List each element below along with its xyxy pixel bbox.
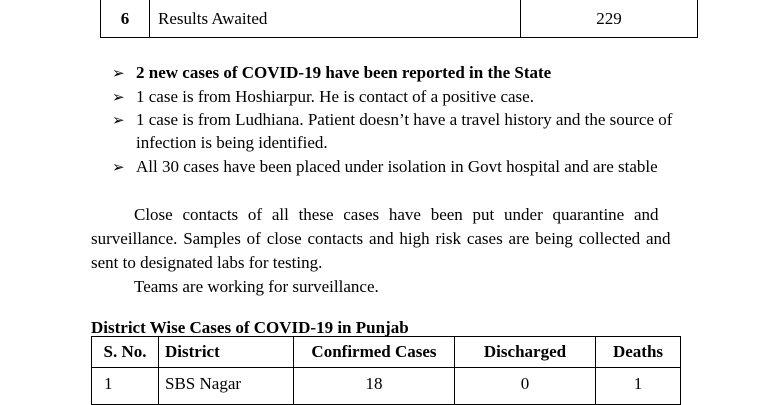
bullet-item-continuation: infection is being identified. xyxy=(136,133,328,152)
arrow-bullet-icon: ➢ xyxy=(112,90,125,106)
cell-confirmed: 18 xyxy=(294,368,455,405)
column-header-deaths: Deaths xyxy=(596,337,681,368)
column-header-sno: S. No. xyxy=(92,337,159,368)
row-label: Results Awaited xyxy=(150,0,521,38)
row-sno: 6 xyxy=(101,0,150,38)
paragraph-line: sent to designated labs for testing. xyxy=(91,253,323,272)
cell-district: SBS Nagar xyxy=(159,368,294,405)
column-header-confirmed: Confirmed Cases xyxy=(294,337,455,368)
table-row xyxy=(101,0,698,38)
arrow-bullet-icon: ➢ xyxy=(112,66,125,82)
arrow-bullet-icon: ➢ xyxy=(112,160,125,176)
cell-deaths: 1 xyxy=(596,368,681,405)
bullet-item-headline: 2 new cases of COVID-19 have been reported in the State xyxy=(136,63,552,82)
cell-sno: 1 xyxy=(92,368,159,405)
section-heading: District Wise Cases of COVID-19 in Punjab xyxy=(91,318,409,337)
cell-discharged: 0 xyxy=(455,368,596,405)
table-row xyxy=(92,368,681,405)
table-header-row xyxy=(92,337,681,368)
paragraph-line: surveillance. Samples of close contacts and high risk cases are being collected and xyxy=(91,229,671,248)
column-header-discharged: Discharged xyxy=(455,337,596,368)
bullet-item: 1 case is from Ludhiana. Patient doesn’t have a travel history and the source of xyxy=(136,110,673,129)
bullet-item: All 30 cases have been placed under isolation in Govt hospital and are stable xyxy=(136,157,658,176)
test-status-table xyxy=(100,0,698,38)
paragraph-line: Close contacts of all these cases have been put under quarantine and xyxy=(134,205,659,224)
paragraph-line: Teams are working for surveillance. xyxy=(134,277,379,296)
bullet-item: 1 case is from Hoshiarpur. He is contact of a positive case. xyxy=(136,87,534,106)
column-header-district: District xyxy=(159,337,294,368)
arrow-bullet-icon: ➢ xyxy=(112,113,125,129)
row-value: 229 xyxy=(521,0,698,38)
district-cases-table xyxy=(91,336,681,405)
